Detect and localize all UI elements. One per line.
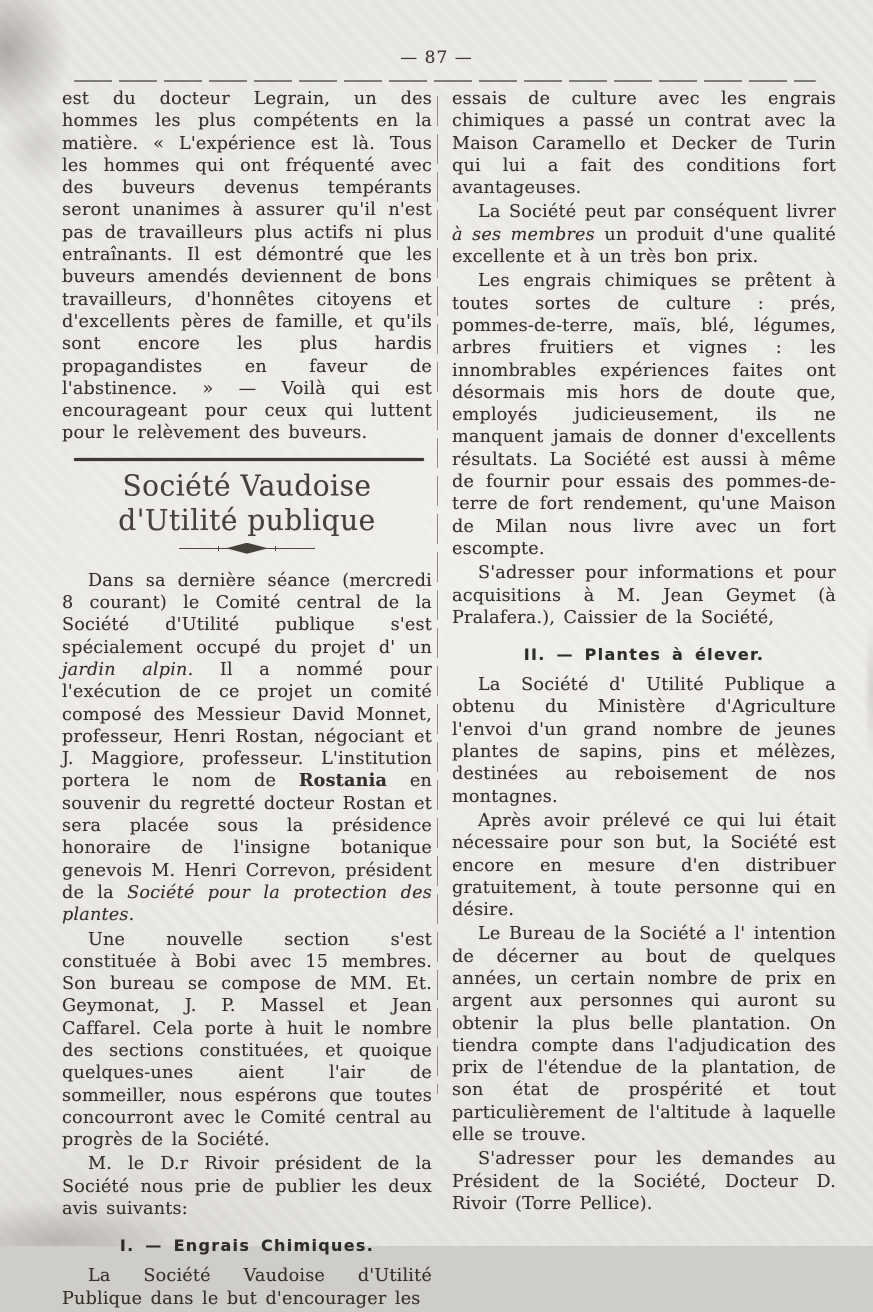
paragraph xyxy=(452,270,836,560)
paragraph xyxy=(62,570,432,927)
column-divider-rule xyxy=(437,96,438,1094)
paragraph xyxy=(62,1265,432,1310)
paragraph xyxy=(452,562,836,629)
text-run: La Société Vaudoise d'Utilité Publique dans le but d'encourager les xyxy=(62,1266,432,1309)
text-run: La Société peut par conséquent livrer xyxy=(478,202,836,223)
text-run: Après avoir prélevé ce qui lui était nécessaire pour son but, la Société est encore en mesure d'en distribuer gratuitement, à toute personne qui en désire. xyxy=(452,810,836,921)
header-rule xyxy=(74,80,816,82)
separator-rule xyxy=(74,458,424,461)
text-run: Les engrais chimiques se prêtent à toutes sortes de culture : prés, pommes-de-terre, maïs, blé, légumes, arbres fruitiers et vignes : les innombrables expériences faites ont désormais mis hors de doute que, employés judicieusement, ils ne manquent jamais de donner d'excellents résultats. La Société est aussi à même de fournir pour essais des pommes-de-terre de fort rendement, qu'une Maison de Milan nous livre avec un fort escompte. xyxy=(452,271,836,559)
text-run: M. le D.r Rivoir président de la Société nous prie de publier les deux avis suivants: xyxy=(62,1154,432,1220)
text-run: Une nouvelle section s'est constituée à Bobi avec 15 membres. Son bureau se compose de MM. Et. Geymonat, J. P. Massel et Jean Caffarel. Cela porte à huit le nombre des sections constituées, et quoique quelques-unes aient l'air de sommeiller, nous espérons que toutes concourront avec le Comité central au progrès de la Société. xyxy=(62,929,432,1151)
text-run: en souvenir du regretté docteur Rostan et sera placée sous la présidence honoraire de l'insigne botanique genevois M. Henri Correvon, président de la xyxy=(62,771,432,903)
italic-text: jardin alpin. xyxy=(62,659,194,680)
article-title: Société Vaudoise d'Utilité publique xyxy=(118,468,376,538)
ornament-divider xyxy=(62,543,432,554)
paragraph xyxy=(452,88,836,199)
text-run: Dans sa dernière séance (mercredi 8 courant) le Comité central de la Société d'Utilité publique s'est spécialement occupé du projet d' un xyxy=(62,570,432,658)
text-run: S'adresser pour informations et pour acquisitions à M. Jean Geymet (à Pralafera.), Caissier de la Société, xyxy=(452,563,836,628)
text-run: un produit d'une qualité excellente et à un très bon prix. xyxy=(452,224,837,268)
paragraph xyxy=(62,1153,432,1220)
italic-text: à ses membres xyxy=(452,224,595,245)
text-run: essais de culture avec les engrais chimiques a passé un contrat avec la Maison Caramello et Decker de Turin qui lui a fait des conditions fort avantageuses. xyxy=(452,89,836,199)
paragraph xyxy=(452,201,836,268)
paragraph xyxy=(62,88,432,445)
page-number: — 87 — xyxy=(400,48,473,68)
column-right xyxy=(452,88,836,1217)
text-run: Il a nommé pour l'exécution de ce projet un comité composé des Messieur David Monnet, professeur, Henri Rostan, négociant et J. Maggiore, professeur. L'institution portera le nom de xyxy=(62,659,432,792)
ornament-line xyxy=(259,548,315,549)
section-heading: I. — Engrais Chimiques. xyxy=(119,1236,375,1256)
text-run: La Société d' Utilité Publique a obtenu du Ministère d'Agriculture l'envoi d'un grand nombre de jeunes plantes de sapins, pins et mélèzes, destinées au reboisement de nos montagnes. xyxy=(452,675,836,807)
text-run: est du docteur Legrain, un des hommes les plus compétents en la matière. « L'expérience est là. Tous les hommes qui ont fréquenté avec des buveurs devenus tempérants seront unanimes à assurer qu'il n'est pas de travailleurs plus actifs ni plus entraînants. Il est démontré que les buveurs amendés deviennent de bons travailleurs, d'honnêtes citoyens et d'excellents pères de famille, et qu'ils sont encore les plus hardis propagandistes en faveur de l'abstinence. » — Voilà qui est encourageant pour ceux qui luttent pour le relèvement des buveurs. xyxy=(62,89,432,444)
paragraph xyxy=(62,929,432,1152)
column-left xyxy=(62,88,432,1312)
text-run: Le Bureau de la Société a l' intention de décerner au bout de quelques années, un certain nombre de prix en argent aux personnes qui auront su obtenir la plus belle plantation. On tiendra compte dans l'adjudication des prix de l'étendue de la plantation, de son état de prospérité et tout particulièrement de l'altitude à laquelle elle se trouve. xyxy=(452,924,836,1146)
bold-text: Rostania xyxy=(298,770,388,792)
paragraph xyxy=(452,674,836,808)
paragraph xyxy=(452,810,836,921)
italic-text: Société pour la protection des plantes. xyxy=(62,882,432,926)
paragraph xyxy=(452,923,836,1146)
text-run: S'adresser pour les demandes au Président de la Société, Docteur D. Rivoir (Torre Pellice). xyxy=(452,1149,836,1214)
paragraph xyxy=(452,1148,836,1215)
section-heading: II. — Plantes à élever. xyxy=(523,645,765,665)
